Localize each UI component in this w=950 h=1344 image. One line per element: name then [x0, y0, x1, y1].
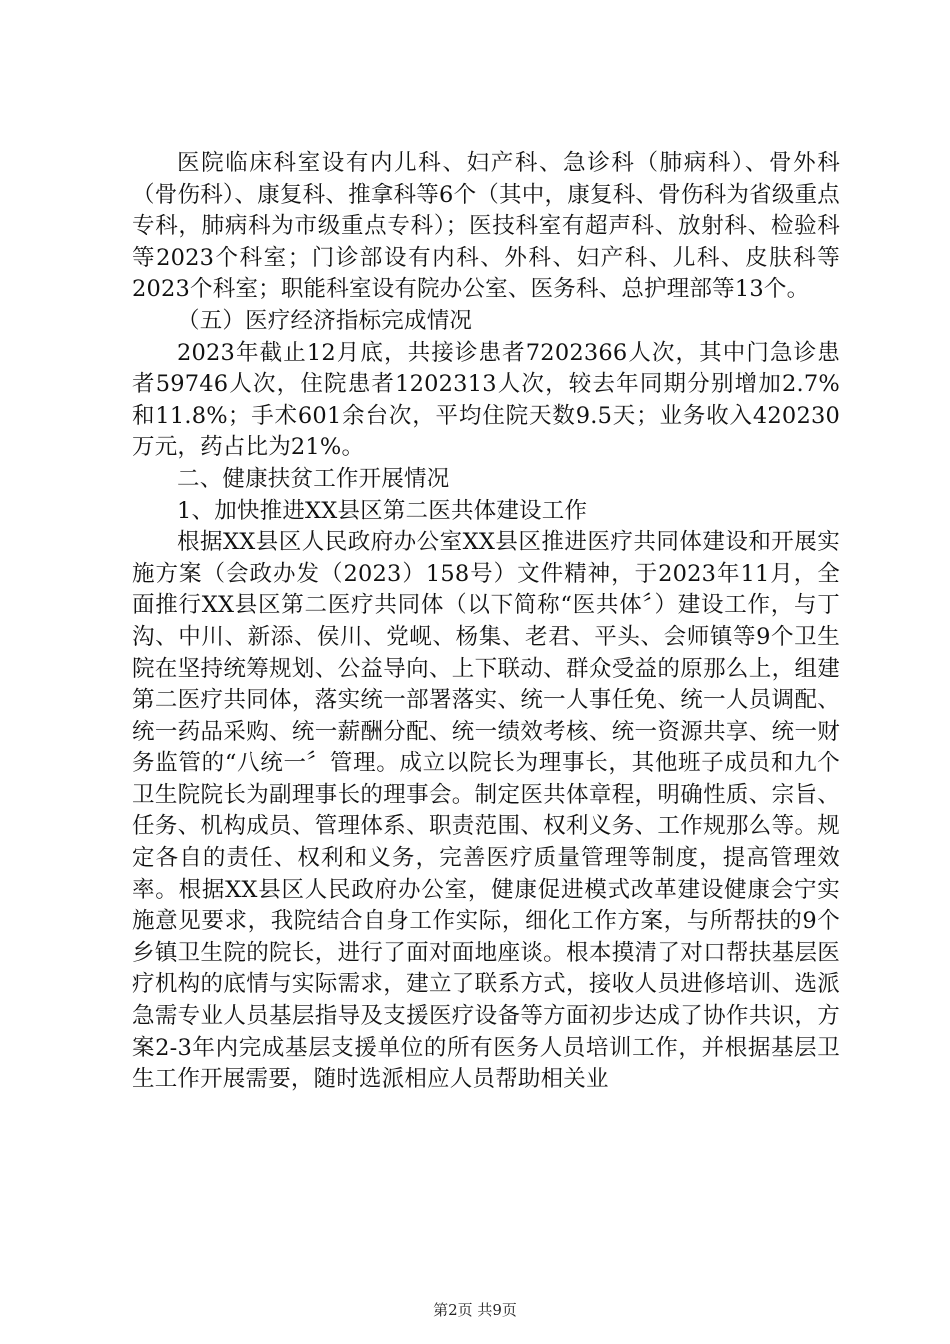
document-body — [132, 148, 840, 1096]
paragraph-departments: 医院临床科室设有内儿科、妇产科、急诊科（肺病科）、骨外科（骨伤科）、康复科、推拿科等6个（其中，康复科、骨伤科为省级重点专科，肺病科为市级重点专科）；医技科室有超声科、放射科、检验科等2023个科室；门诊部设有内科、外科、妇产科、儿科、皮肤科等2023个科室；职能科室设有院办公室、医务科、总护理部等13个。 — [132, 150, 840, 303]
paragraph-medical-community: 根据XX县区人民政府办公室XX县区推进医疗共同体建设和开展实施方案（会政办发（2023）158号）文件精神，于2023年11月，全面推行XX县区第二医疗共同体（以下简称“医共体〞）建设工作，与丁沟、中川、新添、侯川、党岘、杨集、老君、平头、会师镇等9个卫生院在坚持统筹规划、公益导向、上下联动、群众受益的原那么上，组建第二医疗共同体，落实统一部署落实、统一人事任免、统一人员调配、统一药品采购、统一薪酬分配、统一绩效考核、统一资源共享、统一财务监管的“八统一〞管理。成立以院长为理事长，其他班子成员和九个卫生院院长为副理事长的理事会。制定医共体章程，明确性质、宗旨、任务、机构成员、管理体系、职责范围、权利义务、工作规那么等。规定各自的责任、权利和义务，完善医疗质量管理等制度，提高管理效率。根据XX县区人民政府办公室，健康促进模式改革建设健康会宁实施意见要求，我院结合自身工作实际，细化工作方案，与所帮扶的9个乡镇卫生院的院长，进行了面对面地座谈。根本摸清了对口帮扶基层医疗机构的底情与实际需求，建立了联系方式，接收人员进修培训、选派急需专业人员基层指导及支援医疗设备等方面初步达成了协作共识，方案2-3年内完成基层支援单位的所有医务人员培训工作，并根据基层卫生工作开展需要，随时选派相应人员帮助相关业 — [132, 529, 840, 1093]
section-heading-economic-indicators: （五）医疗经济指标完成情况 — [177, 307, 473, 334]
section-heading-health-poverty: 二、健康扶贫工作开展情况 — [177, 465, 450, 492]
paragraph-economic-indicators: 2023年截止12月底，共接诊患者7202366人次，其中门急诊患者59746人次，住院患者1202313人次，较去年同期分别增加2.7%和11.8%；手术601余台次，平均住院天数9.5天；业务收入420230万元，药占比为21%。 — [132, 339, 840, 461]
subsection-heading-medical-community: 1、加快推进XX县区第二医共体建设工作 — [177, 497, 588, 524]
page-footer: 第2页 共9页 — [433, 1301, 517, 1319]
